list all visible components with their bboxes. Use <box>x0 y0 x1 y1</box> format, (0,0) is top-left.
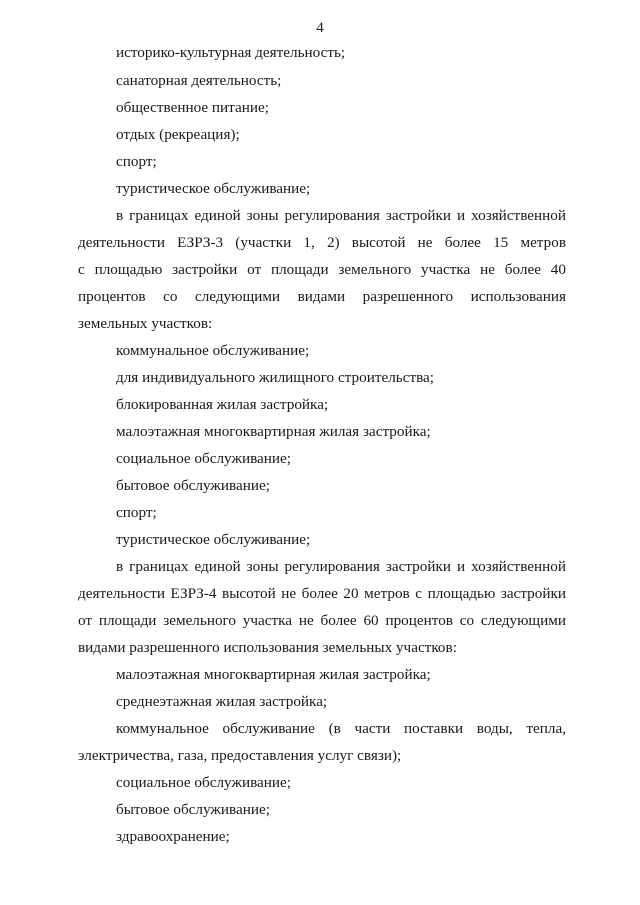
list-item: бытовое обслуживание; <box>116 477 270 494</box>
paragraph-line: процентов со следующими видами разрешенного использования <box>78 288 566 305</box>
list-item: историко-культурная деятельность; <box>116 44 346 61</box>
paragraph-line: видами разрешенного использования земельных участков: <box>78 639 457 656</box>
paragraph-line: в границах единой зоны регулирования застройки и хозяйственной <box>116 207 566 224</box>
paragraph-line: с площадью застройки от площади земельного участка не более 40 <box>78 261 566 278</box>
list-item: туристическое обслуживание; <box>116 180 311 197</box>
list-item-continued: электричества, газа, предоставления услуг связи); <box>78 747 402 764</box>
list-item: санаторная деятельность; <box>116 72 282 89</box>
list-item: для индивидуального жилищного строительства; <box>116 369 435 386</box>
paragraph-line: от площади земельного участка не более 60 процентов со следующими <box>78 612 566 629</box>
list-item: здравоохранение; <box>116 828 230 845</box>
list-item: туристическое обслуживание; <box>116 531 311 548</box>
list-item: социальное обслуживание; <box>116 450 291 467</box>
page-number: 4 <box>316 20 324 36</box>
list-item: блокированная жилая застройка; <box>116 396 329 413</box>
paragraph-line: в границах единой зоны регулирования застройки и хозяйственной <box>116 558 566 575</box>
list-item: малоэтажная многоквартирная жилая застройка; <box>116 666 431 683</box>
paragraph-line: деятельности ЕЗРЗ-3 (участки 1, 2) высотой не более 15 метров <box>78 234 566 251</box>
list-item: коммунальное обслуживание; <box>116 342 310 359</box>
paragraph-line: земельных участков: <box>78 315 213 332</box>
list-item: бытовое обслуживание; <box>116 801 270 818</box>
list-item: среднеэтажная жилая застройка; <box>116 693 328 710</box>
list-item: социальное обслуживание; <box>116 774 291 791</box>
list-item: спорт; <box>116 504 157 521</box>
list-item: отдых (рекреация); <box>116 126 240 143</box>
paragraph-line: деятельности ЕЗРЗ-4 высотой не более 20 метров с площадью застройки <box>78 585 566 602</box>
list-item: общественное питание; <box>116 99 269 116</box>
list-item: коммунальное обслуживание (в части поставки воды, тепла, <box>116 720 566 737</box>
list-item: спорт; <box>116 153 157 170</box>
list-item: малоэтажная многоквартирная жилая застройка; <box>116 423 431 440</box>
